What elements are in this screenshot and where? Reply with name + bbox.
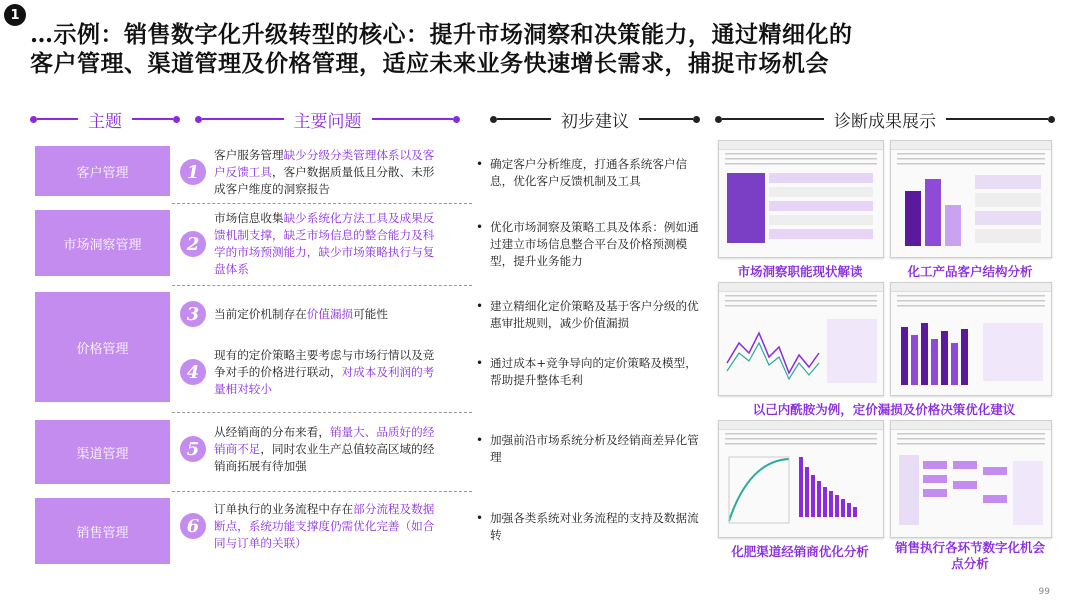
- row-separator: [172, 203, 472, 204]
- issue-number: 4: [180, 359, 206, 385]
- thumbnail-graphic: [719, 141, 883, 257]
- thumbnail-graphic: [891, 283, 1051, 395]
- row-separator: [172, 412, 472, 413]
- header-dot: [30, 116, 37, 123]
- row-separator: [172, 285, 472, 286]
- topic-channel: 渠道管理: [35, 420, 170, 484]
- thumbnail-graphic: [719, 421, 883, 537]
- issue-item-1: 1 客户服务管理缺少分级分类管理体系以及客户反馈工具，客户数据质量低且分散、未形成客户维度的洞察报告: [180, 150, 435, 194]
- page-title: [30, 20, 1070, 78]
- header-suggestions: 初步建议: [490, 104, 700, 134]
- thumbnail-market-insight: [718, 140, 884, 258]
- caption-sales-flow: 销售执行各环节数字化机会点分析: [894, 540, 1045, 571]
- suggestion-item-4: • 通过成本+竞争导向的定价策略及模型，帮助提升整体毛利: [476, 356, 697, 387]
- issue-item-2: 2 市场信息收集缺少系统化方法工具及成果反馈机制支撑，缺乏市场信息的整合能力及科学的市场预测能力，缺少市场策略执行与复盘体系: [180, 211, 435, 277]
- issue-number: 6: [180, 513, 206, 539]
- caption-channel: 化肥渠道经销商优化分析: [731, 544, 869, 559]
- caption-customer-structure: 化工产品客户结构分析: [907, 264, 1033, 279]
- thumbnail-graphic: [891, 141, 1051, 257]
- suggestion-item-6: • 加强各类系统对业务流程的支持及数据流转: [476, 511, 699, 542]
- thumbnail-pricing-bars: [890, 282, 1052, 396]
- header-issues: 主要问题: [195, 104, 460, 134]
- thumbnail-graphic: [719, 283, 883, 395]
- header-topic: 主题: [30, 104, 180, 134]
- suggestion-item-3: • 建立精细化定价策略及基于客户分级的优惠审批规则，减少价值漏损: [476, 299, 699, 330]
- topic-pricing: 价格管理: [35, 292, 170, 402]
- issue-item-4: 4 现有的定价策略主要考虑与市场行情以及竞争对手的价格进行联动，对成本及利润的考量相对较小: [180, 346, 435, 398]
- suggestion-item-5: • 加强前沿市场系统分析及经销商差异化管理: [476, 433, 699, 464]
- caption-pricing: 以己内酰胺为例，定价漏损及价格决策优化建议: [752, 402, 1016, 417]
- step-badge: 1: [4, 4, 26, 26]
- title-line-1: …示例：销售数字化升级转型的核心：提升市场洞察和决策能力，通过精细化的: [30, 21, 853, 48]
- page-number: 99: [1038, 587, 1050, 597]
- suggestion-item-2: • 优化市场洞察及策略工具及体系：例如通过建立市场信息整合平台及价格预测模型，提升业务能力: [476, 220, 699, 268]
- topic-customer: 客户管理: [35, 146, 170, 196]
- issue-number: 2: [180, 231, 206, 257]
- title-line-2: 客户管理、渠道管理及价格管理，适应未来业务快速增长需求，捕捉市场机会: [30, 50, 829, 77]
- caption-market-insight: 市场洞察职能现状解读: [737, 264, 863, 279]
- issue-number: 3: [180, 301, 206, 327]
- topic-market-insight: 市场洞察管理: [35, 210, 170, 276]
- thumbnail-customer-structure: [890, 140, 1052, 258]
- issue-number: 5: [180, 436, 206, 462]
- row-separator: [172, 491, 472, 492]
- issue-item-3: 3 当前定价机制存在价值漏损可能性: [180, 300, 435, 328]
- suggestion-item-1: • 确定客户分析维度，打通各系统客户信息，优化客户反馈机制及工具: [476, 157, 688, 188]
- issue-item-5: 5 从经销商的分布来看，销量大、品质好的经销商不足，同时农业生产总值较高区域的经销商拓展有待加强: [180, 423, 435, 475]
- thumbnail-graphic: [891, 421, 1051, 537]
- issue-number: 1: [180, 159, 206, 185]
- thumbnail-pricing-line: [718, 282, 884, 396]
- thumbnail-channel: [718, 420, 884, 538]
- issue-item-6: 6 订单执行的业务流程中存在部分流程及数据断点，系统功能支撑度仍需优化完善（如合同与订单的关联）: [180, 500, 435, 552]
- thumbnail-sales-flow: [890, 420, 1052, 538]
- topic-sales: 销售管理: [35, 498, 170, 564]
- header-results: 诊断成果展示: [715, 104, 1055, 134]
